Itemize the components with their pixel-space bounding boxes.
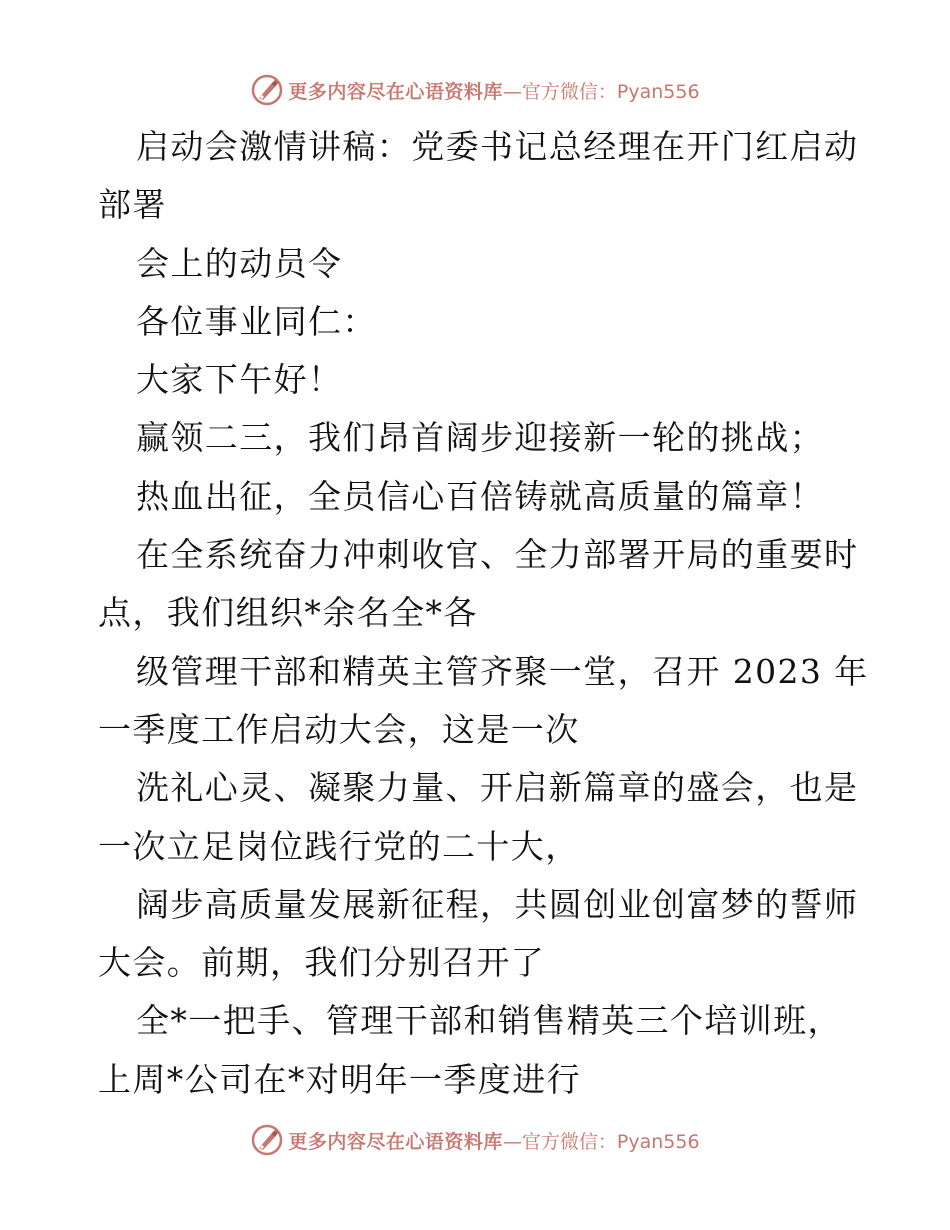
text-line-9: 点，我们组织*余名全*各 — [98, 593, 478, 633]
footer-watermark — [0, 1120, 950, 1160]
text-line-12: 洗礼心灵、凝聚力量、开启新篇章的盛会，也是 — [136, 768, 859, 808]
watermark-text: 更多内容尽在心语资料库 — [288, 80, 503, 103]
text-line-4: 各位事业同仁： — [136, 301, 377, 341]
text-line-8: 在全系统奋力冲刺收官、全力部署开局的重要时 — [136, 535, 859, 575]
text-line-16: 全*一把手、管理干部和销售精英三个培训班， — [136, 1001, 842, 1041]
text-line-14: 阔步高质量发展新征程，共圆创业创富梦的誓师 — [136, 884, 859, 924]
watermark-contact: —官方微信：Pyan556 — [502, 1130, 700, 1153]
text-line-15: 大会。前期，我们分别召开了 — [98, 943, 546, 983]
text-line-3: 会上的动员令 — [136, 243, 343, 283]
text-line-7: 热血出征，全员信心百倍铸就高质量的篇章！ — [136, 476, 824, 516]
header-watermark — [0, 70, 950, 110]
text-line-5: 大家下午好！ — [136, 360, 343, 400]
watermark-text: 更多内容尽在心语资料库 — [288, 1130, 503, 1153]
text-line-10: 级管理干部和精英主管齐聚一堂，召开 2023 年 — [136, 651, 869, 691]
pen-logo-icon — [250, 1123, 284, 1157]
text-line-11: 一季度工作启动大会，这是一次 — [98, 709, 580, 749]
text-line-17: 上周*公司在*对明年一季度进行 — [98, 1059, 581, 1099]
pen-logo-icon — [250, 73, 284, 107]
text-line-1: 启动会激情讲稿：党委书记总经理在开门红启动 — [136, 127, 859, 166]
text-line-13: 一次立足岗位践行党的二十大， — [98, 826, 580, 866]
text-line-2: 部署 — [98, 185, 167, 225]
watermark-contact: —官方微信：Pyan556 — [502, 80, 700, 103]
text-line-6: 赢领二三，我们昂首阔步迎接新一轮的挑战； — [136, 418, 824, 458]
document-body — [98, 118, 869, 1109]
